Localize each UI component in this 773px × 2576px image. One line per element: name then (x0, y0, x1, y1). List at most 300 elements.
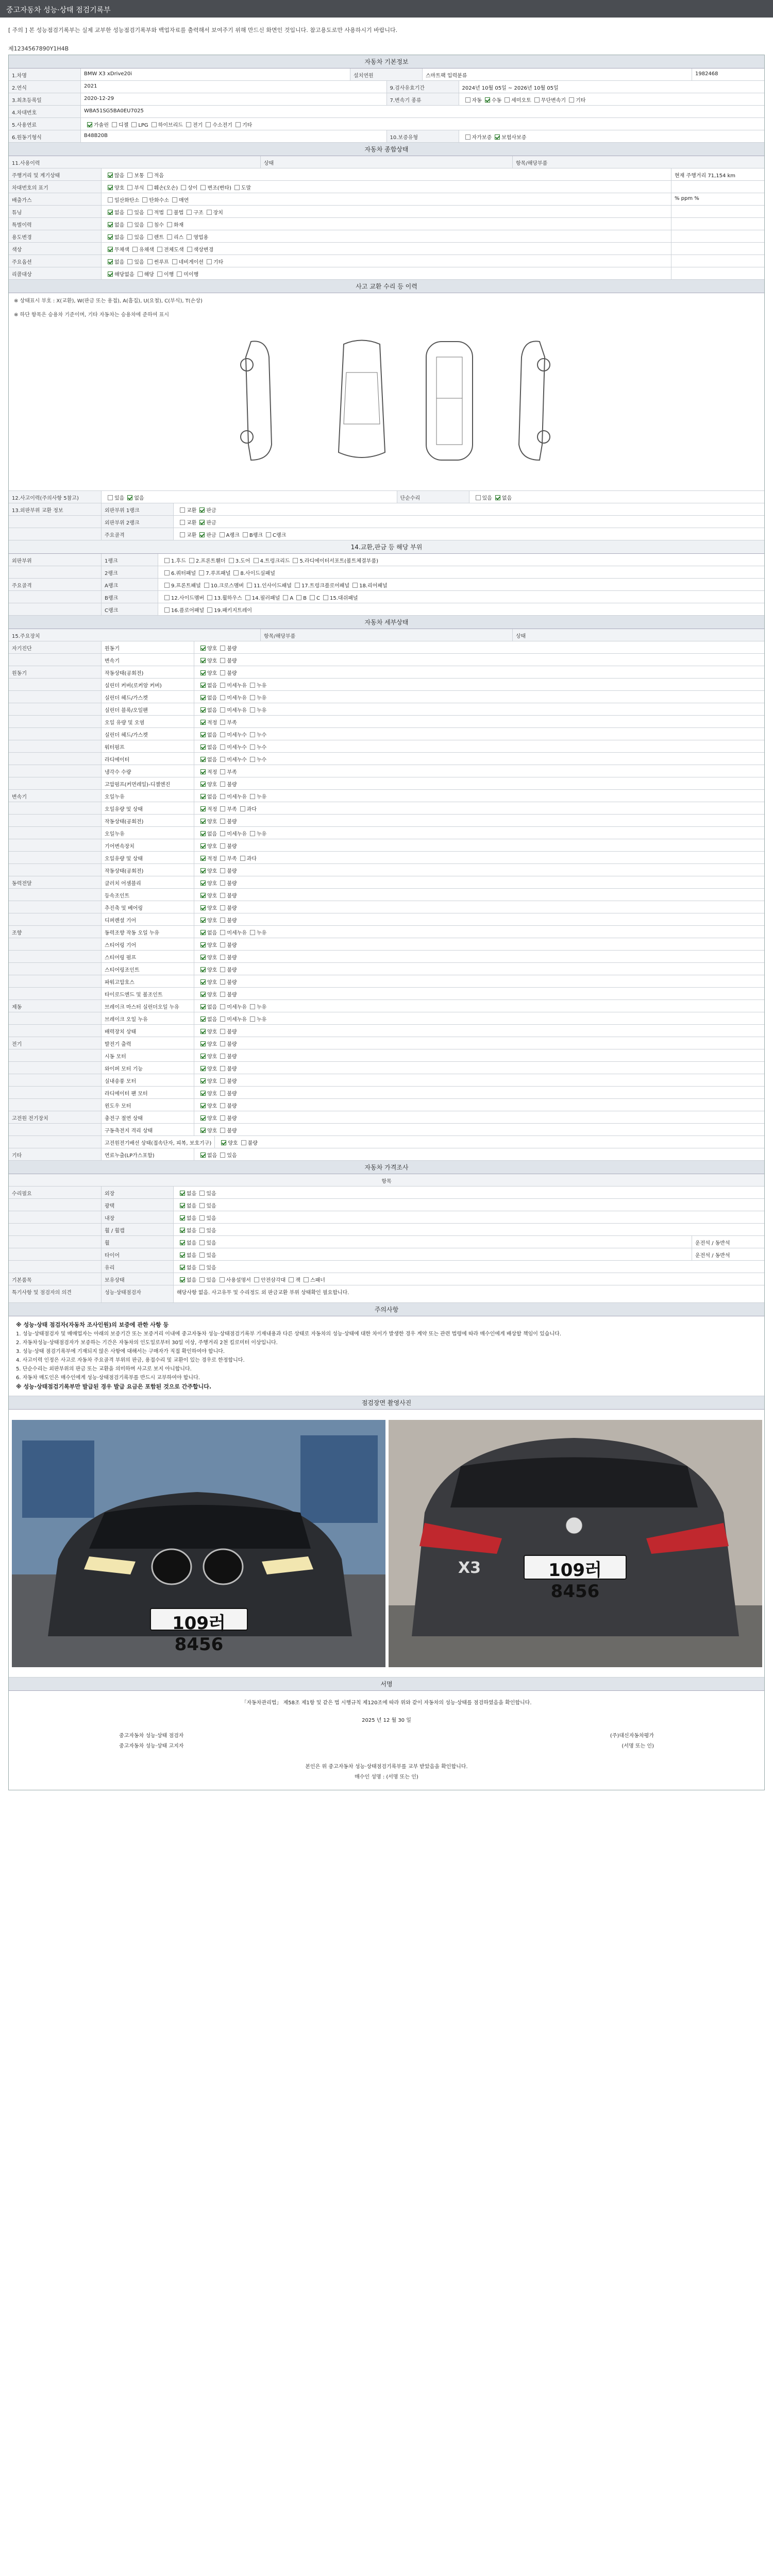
checkbox[interactable] (220, 942, 225, 947)
checkbox[interactable] (220, 1004, 225, 1009)
checkbox[interactable] (220, 794, 225, 799)
checkbox[interactable] (180, 1215, 185, 1221)
option-label: 많음 (114, 173, 125, 179)
checkbox[interactable] (234, 185, 240, 190)
checkbox[interactable] (204, 583, 209, 588)
option-label: 수소전기 (212, 123, 232, 128)
checkbox[interactable] (200, 744, 206, 750)
checkbox[interactable] (180, 1228, 185, 1233)
checkbox[interactable] (220, 707, 225, 713)
checkbox[interactable] (108, 259, 113, 264)
cell: 1982468 (695, 71, 718, 77)
checkbox[interactable] (200, 1153, 206, 1158)
checkbox[interactable] (164, 607, 170, 613)
checkbox[interactable] (207, 210, 212, 215)
options-cell (194, 1037, 764, 1049)
damage-panel-title: 14.교환,판금 등 해당 부위 (9, 540, 764, 554)
checkbox[interactable] (108, 222, 113, 227)
checkbox[interactable] (200, 967, 206, 972)
cell (9, 1124, 102, 1136)
cell (9, 703, 102, 715)
checkbox[interactable] (108, 247, 113, 252)
checkbox[interactable] (200, 992, 206, 997)
cell: 운전석 / 동반석 (695, 1241, 730, 1246)
checkbox[interactable] (220, 658, 225, 663)
cell (9, 777, 102, 789)
checkbox[interactable] (220, 1103, 225, 1108)
checkbox[interactable] (200, 794, 206, 799)
checkbox[interactable] (245, 595, 250, 600)
basic-row (9, 106, 764, 118)
checkbox[interactable] (220, 532, 225, 537)
basic-table (9, 69, 764, 143)
options-cell (194, 926, 764, 938)
checkbox[interactable] (147, 222, 153, 227)
general-row (9, 181, 764, 193)
section-caution: 주의사항 (9, 1303, 764, 1316)
checkbox[interactable] (250, 794, 255, 799)
damage-legend: ※ 상태표시 부호 : X(교환), W(판금 또는 용접), A(흠집), U(요철), C(부식), T(손상) (14, 298, 203, 304)
checkbox[interactable] (164, 570, 170, 575)
cell: 등속조인트 (102, 889, 194, 901)
checkbox[interactable] (167, 222, 172, 227)
checkbox[interactable] (87, 122, 92, 127)
checkbox[interactable] (240, 806, 245, 811)
basic-row (9, 93, 764, 106)
checkbox[interactable] (310, 595, 315, 600)
checkbox[interactable] (199, 520, 205, 525)
checkbox[interactable] (220, 670, 225, 675)
checkbox[interactable] (200, 1029, 206, 1034)
checkbox[interactable] (266, 532, 271, 537)
checkbox[interactable] (200, 1041, 206, 1046)
checkbox[interactable] (186, 122, 191, 127)
checkbox[interactable] (200, 880, 206, 886)
option-label: 양호 (207, 1128, 217, 1134)
checkbox[interactable] (200, 806, 206, 811)
checkbox[interactable] (250, 1016, 255, 1022)
checkbox[interactable] (220, 893, 225, 898)
checkbox[interactable] (200, 893, 206, 898)
checkbox[interactable] (250, 831, 255, 836)
checkbox[interactable] (240, 856, 245, 861)
checkbox[interactable] (180, 532, 185, 537)
checkbox[interactable] (200, 1066, 206, 1071)
cell: 내장 (102, 1211, 174, 1223)
checkbox[interactable] (220, 1078, 225, 1083)
checkbox[interactable] (476, 495, 481, 500)
checkbox[interactable] (505, 97, 510, 103)
checkbox[interactable] (167, 234, 172, 240)
section-damage: 사고 교환 수리 등 이력 (9, 280, 764, 293)
basic-row (9, 81, 764, 93)
checkbox[interactable] (108, 272, 113, 277)
cell: 와이퍼 모터 기능 (102, 1062, 194, 1074)
checkbox[interactable] (131, 122, 137, 127)
checkbox[interactable] (200, 856, 206, 861)
option-label: 없음 (187, 1191, 197, 1197)
checkbox[interactable] (180, 520, 185, 525)
checkbox[interactable] (200, 979, 206, 985)
checkbox[interactable] (220, 1054, 225, 1059)
app-header (0, 0, 773, 18)
checkbox[interactable] (127, 210, 132, 215)
cell: 조향 (9, 926, 102, 938)
checkbox[interactable] (127, 185, 132, 190)
checkbox[interactable] (352, 583, 358, 588)
checkbox[interactable] (304, 1277, 309, 1282)
checkbox[interactable] (132, 247, 138, 252)
cell: 2.연식 (9, 81, 81, 93)
checkbox[interactable] (569, 97, 574, 103)
checkbox[interactable] (108, 495, 113, 500)
checkbox[interactable] (180, 1277, 185, 1282)
option-label: 미세누수 (227, 733, 247, 738)
option-label: 미세누유 (227, 683, 247, 689)
option-label: 안전삼각대 (260, 1278, 286, 1283)
cell: % ppm % (675, 196, 699, 201)
checkbox[interactable] (323, 595, 328, 600)
checkbox[interactable] (180, 1191, 185, 1196)
checkbox[interactable] (254, 1277, 259, 1282)
option-label: C랭크 (273, 533, 287, 538)
checkbox[interactable] (138, 272, 143, 277)
checkbox[interactable] (200, 720, 206, 725)
checkbox[interactable] (200, 831, 206, 836)
detail-row (9, 975, 764, 988)
checkbox[interactable] (250, 930, 255, 935)
caution-strong: ※ 성능·상태점검기록부만 발급된 경우 발급 요금은 포함된 것으로 간주합니다. (16, 1383, 212, 1390)
checkbox[interactable] (207, 607, 212, 613)
car-rear-image (389, 1420, 762, 1667)
checkbox[interactable] (220, 757, 225, 762)
checkbox[interactable] (295, 583, 300, 588)
checkbox[interactable] (254, 558, 259, 563)
detail-row (9, 1136, 764, 1148)
checkbox[interactable] (485, 97, 490, 103)
checkbox[interactable] (243, 532, 248, 537)
checkbox[interactable] (293, 558, 298, 563)
checkbox[interactable] (220, 880, 225, 886)
checkbox[interactable] (200, 843, 206, 849)
checkbox[interactable] (220, 744, 225, 750)
cell (9, 654, 102, 666)
checkbox[interactable] (236, 122, 241, 127)
cell: 제동 (9, 1000, 102, 1012)
checkbox[interactable] (200, 683, 206, 688)
option-label: 양호 (207, 980, 217, 986)
option-label: 양호 (207, 1042, 217, 1047)
checkbox[interactable] (220, 695, 225, 700)
checkbox[interactable] (187, 234, 192, 240)
cell: 상태 (513, 629, 764, 641)
checkbox[interactable] (127, 173, 132, 178)
damage-panel-table (9, 554, 764, 616)
checkbox[interactable] (220, 646, 225, 651)
checkbox[interactable] (250, 757, 255, 762)
checkbox[interactable] (220, 1128, 225, 1133)
checkbox[interactable] (199, 1215, 205, 1221)
checkbox[interactable] (200, 646, 206, 651)
cell: 주요골격 (9, 579, 102, 590)
caution-line: 4. 사고이력 인정은 사고로 자동차 주요골격 부위의 판금, 용접수리 및 교환이 있는 경우로 한정합니다. (16, 1358, 245, 1363)
checkbox[interactable] (199, 1228, 205, 1233)
checkbox[interactable] (199, 570, 204, 575)
checkbox[interactable] (465, 134, 470, 140)
checkbox[interactable] (200, 782, 206, 787)
checkbox[interactable] (534, 97, 540, 103)
option-label: 교환 (187, 533, 197, 538)
checkbox[interactable] (181, 185, 186, 190)
checkbox[interactable] (127, 234, 132, 240)
checkbox[interactable] (164, 583, 170, 588)
checkbox[interactable] (127, 495, 132, 500)
checkbox[interactable] (283, 595, 288, 600)
option-label: 있음 (206, 1278, 216, 1283)
checkbox[interactable] (220, 868, 225, 873)
checkbox[interactable] (220, 843, 225, 849)
checkbox[interactable] (200, 1103, 206, 1108)
cell: 주행거리 및 계기상태 (9, 168, 102, 180)
checkbox[interactable] (200, 658, 206, 663)
checkbox[interactable] (220, 930, 225, 935)
checkbox[interactable] (220, 819, 225, 824)
option-label: 15.대쉬패널 (330, 596, 358, 601)
checkbox[interactable] (108, 173, 113, 178)
checkbox[interactable] (199, 1203, 205, 1208)
checkbox[interactable] (187, 210, 192, 215)
cell (9, 889, 102, 901)
option-label: 있음 (206, 1216, 216, 1222)
checkbox[interactable] (220, 683, 225, 688)
checkbox[interactable] (147, 210, 153, 215)
checkbox[interactable] (200, 732, 206, 737)
checkbox[interactable] (200, 757, 206, 762)
cell: 변속기 (9, 790, 102, 802)
checkbox[interactable] (172, 259, 177, 264)
cell: 냉각수 수량 (102, 765, 194, 777)
checkbox[interactable] (207, 259, 212, 264)
checkbox[interactable] (187, 247, 192, 252)
options-cell (194, 889, 764, 901)
checkbox[interactable] (247, 583, 252, 588)
cell (671, 181, 764, 193)
checkbox[interactable] (220, 1153, 225, 1158)
checkbox[interactable] (112, 122, 117, 127)
checkbox[interactable] (177, 272, 182, 277)
checkbox[interactable] (220, 1091, 225, 1096)
checkbox[interactable] (108, 197, 113, 202)
option-label: 14.필러패널 (251, 596, 280, 601)
checkbox[interactable] (199, 532, 205, 537)
checkbox[interactable] (180, 507, 185, 513)
checkbox[interactable] (220, 1115, 225, 1121)
checkbox[interactable] (220, 979, 225, 985)
checkbox[interactable] (200, 1004, 206, 1009)
checkbox[interactable] (200, 930, 206, 935)
checkbox[interactable] (200, 1128, 206, 1133)
cell (9, 802, 102, 814)
checkbox[interactable] (199, 1240, 205, 1245)
option-label: 없음 (114, 210, 125, 216)
checkbox[interactable] (199, 1191, 205, 1196)
basic-row (9, 118, 764, 130)
checkbox[interactable] (220, 769, 225, 774)
option-label: 12.사이드멤버 (171, 596, 205, 601)
checkbox[interactable] (220, 1029, 225, 1034)
checkbox[interactable] (220, 782, 225, 787)
checkbox[interactable] (220, 856, 225, 861)
checkbox[interactable] (220, 831, 225, 836)
cell: 7.변속기 종류 (387, 93, 459, 105)
car-right-side-icon (503, 336, 560, 465)
checkbox[interactable] (147, 234, 153, 240)
checkbox[interactable] (200, 942, 206, 947)
checkbox[interactable] (164, 558, 170, 563)
checkbox[interactable] (200, 905, 206, 910)
option-label: 없음 (207, 1017, 217, 1023)
checkbox[interactable] (233, 570, 239, 575)
checkbox[interactable] (289, 1277, 294, 1282)
checkbox[interactable] (250, 683, 255, 688)
checkbox[interactable] (200, 1091, 206, 1096)
option-label: 양호 (207, 968, 217, 973)
detail-row (9, 1087, 764, 1099)
detail-row (9, 988, 764, 1000)
cell: 2020-12-29 (81, 93, 387, 105)
checkbox[interactable] (206, 122, 211, 127)
checkbox[interactable] (220, 1016, 225, 1022)
checkbox[interactable] (250, 732, 255, 737)
checkbox[interactable] (220, 720, 225, 725)
cell (9, 1261, 102, 1273)
checkbox[interactable] (250, 744, 255, 750)
caution-line: 6. 자동차 매도인은 매수인에게 성능·상태점검기록부를 반드시 교부하여야 합니다. (16, 1375, 200, 1381)
checkbox[interactable] (200, 695, 206, 700)
checkbox[interactable] (220, 1277, 225, 1282)
checkbox[interactable] (152, 122, 157, 127)
checkbox[interactable] (220, 992, 225, 997)
checkbox[interactable] (157, 247, 162, 252)
checkbox[interactable] (200, 1016, 206, 1022)
checkbox[interactable] (199, 1252, 205, 1258)
option-label: 불량 (227, 1042, 237, 1047)
cell: 수리필요 (9, 1187, 102, 1198)
checkbox[interactable] (200, 1054, 206, 1059)
checkbox[interactable] (127, 259, 132, 264)
checkbox[interactable] (465, 97, 470, 103)
option-label: 교환 (187, 508, 197, 514)
option-label: 기타 (242, 123, 253, 128)
checkbox[interactable] (199, 1277, 205, 1282)
checkbox[interactable] (180, 1252, 185, 1258)
checkbox[interactable] (157, 272, 162, 277)
checkbox[interactable] (199, 1265, 205, 1270)
checkbox[interactable] (200, 1115, 206, 1121)
checkbox[interactable] (164, 595, 170, 600)
section-general: 자동차 종합상태 (9, 143, 764, 156)
option-label: 누유 (256, 1005, 267, 1010)
checkbox[interactable] (220, 918, 225, 923)
checkbox[interactable] (200, 707, 206, 713)
option-label: 없음 (187, 1241, 197, 1246)
checkbox[interactable] (180, 1265, 185, 1270)
option-label: 화재 (173, 223, 184, 228)
checkbox[interactable] (199, 507, 205, 513)
cell: 2021 (81, 81, 387, 93)
checkbox[interactable] (147, 259, 153, 264)
checkbox[interactable] (241, 1140, 246, 1145)
checkbox[interactable] (221, 1140, 226, 1145)
checkbox[interactable] (180, 1203, 185, 1208)
checkbox[interactable] (200, 918, 206, 923)
checkbox[interactable] (108, 185, 113, 190)
cell (9, 679, 102, 690)
checkbox[interactable] (220, 1066, 225, 1071)
checkbox[interactable] (220, 905, 225, 910)
options-cell (459, 93, 765, 105)
checkbox[interactable] (250, 1004, 255, 1009)
checkbox[interactable] (207, 595, 212, 600)
checkbox[interactable] (142, 197, 147, 202)
checkbox[interactable] (200, 819, 206, 824)
option-label: 수동 (491, 98, 502, 104)
checkbox[interactable] (189, 558, 194, 563)
cell: 원동기 (102, 641, 194, 653)
options-cell (194, 938, 764, 950)
options-cell (194, 951, 764, 962)
checkbox[interactable] (250, 707, 255, 713)
cell: 파워고압호스 (102, 975, 194, 987)
checkbox[interactable] (200, 868, 206, 873)
checkbox[interactable] (127, 222, 132, 227)
caution-notes: ※ 성능·상태 점검자(자동차 조사인원)의 보증에 관한 사항 등 1. 성능·상태점검자 및 매매업자는 아래의 보증기간 또는 보증거리 이내에 중고자동차 성능·상태점검기록부 기재내용과 다른 상태로 자동차의 성능·상태에 대한 차이가 발생한 경우 계약 또는 관련 법령에 따라 매수인에게 배상할 책임이 있습니다. 2. 자동차성능·상태점검자가 보증하는 기간은 자동차의 인도일로부터 30일 이상, 주행거리 2천 킬로미터 이상입니다. 3. 성능·상태 점검기록부에 기재되지 않은 사항에 대해서는 구매자가 직접 확인하여야 합니다. 4. 사고이력 인정은 사고로 자동차 주요골격 부위의 판금, 용접수리 및 교환이 있는 경우로 한정합니다. 5. 단순수리는 외판부위의 판금 또는 교환을 의미하며 사고로 보지 아니합니다. 6. 자동차 매도인은 매수인에게 성능·상태점검기록부를 반드시 교부하여야 합니다. ※ 성능·상태점검기록부만 발급된 경우 발급 요금은 포함된 것으로 간주합니다. (9, 1316, 764, 1396)
detail-row (9, 1000, 764, 1012)
checkbox[interactable] (200, 185, 206, 190)
checkbox[interactable] (220, 955, 225, 960)
checkbox[interactable] (200, 1078, 206, 1083)
checkbox[interactable] (200, 769, 206, 774)
option-label: 잭 (295, 1278, 300, 1283)
option-label: 있음 (134, 223, 144, 228)
checkbox[interactable] (220, 732, 225, 737)
price-table (9, 1187, 764, 1285)
checkbox[interactable] (229, 558, 234, 563)
option-label: 미세누유 (227, 794, 247, 800)
checkbox[interactable] (108, 234, 113, 240)
checkbox[interactable] (108, 210, 113, 215)
checkbox[interactable] (220, 806, 225, 811)
checkbox[interactable] (220, 1041, 225, 1046)
checkbox[interactable] (147, 173, 153, 178)
checkbox[interactable] (495, 495, 500, 500)
checkbox[interactable] (167, 210, 172, 215)
option-label: 미세누유 (227, 1005, 247, 1010)
checkbox[interactable] (200, 955, 206, 960)
option-label: 미세누유 (227, 930, 247, 936)
checkbox[interactable] (495, 134, 500, 140)
checkbox[interactable] (250, 695, 255, 700)
checkbox[interactable] (172, 197, 177, 202)
cell: 5.사용연료 (9, 118, 81, 130)
option-label: 영업용 (193, 235, 209, 241)
checkbox[interactable] (220, 967, 225, 972)
checkbox[interactable] (200, 670, 206, 675)
checkbox[interactable] (147, 185, 153, 190)
checkbox[interactable] (296, 595, 301, 600)
checkbox[interactable] (180, 1240, 185, 1245)
option-label: 판금 (206, 508, 216, 514)
